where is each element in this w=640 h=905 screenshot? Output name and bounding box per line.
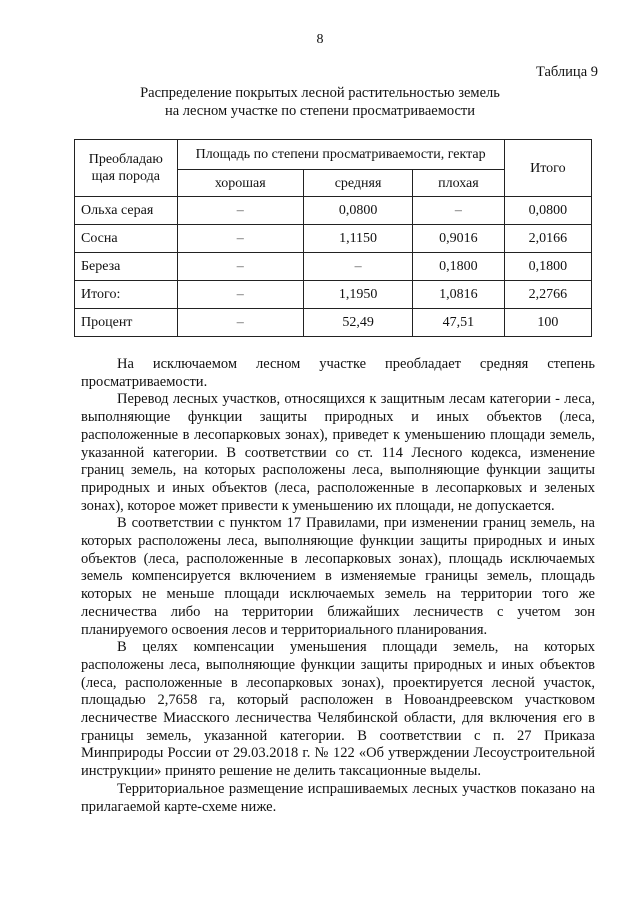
header-species-line-2: щая порода xyxy=(91,169,160,184)
cell-poor: – xyxy=(413,197,505,225)
cell-medium: 1,1950 xyxy=(304,281,413,309)
cell-medium: 1,1150 xyxy=(304,225,413,253)
cell-total: 100 xyxy=(504,309,591,337)
cell-good: – xyxy=(177,253,304,281)
cell-total: 2,0166 xyxy=(504,225,591,253)
cell-medium: 0,0800 xyxy=(304,197,413,225)
table-row xyxy=(75,281,592,309)
row-name: Сосна xyxy=(75,225,178,253)
header-species-line-1: Преобладаю xyxy=(88,152,163,167)
header-species xyxy=(75,140,178,197)
paragraph: В соответствии с пунктом 17 Правилами, при изменении границ земель, на которых расположены леса, выполняющие функции защиты природных и иных объектов (леса, расположенные в лесопарковых зонах), площадь исключаемых земель компенсируется включением в изменяемые границы земель, площадь которых не меньше площади исключаемых земель на территории того же лесничества либо на территории ближайших лесничеств с учетом зон планируемого освоения лесов и территориального планирования. xyxy=(81,515,595,638)
cell-medium: 52,49 xyxy=(304,309,413,337)
header-total: Итого xyxy=(504,140,591,197)
cell-poor: 1,0816 xyxy=(413,281,505,309)
caption-line-2: на лесном участке по степени просматриваемости xyxy=(164,103,476,119)
cell-poor: 47,51 xyxy=(413,309,505,337)
paragraph: На исключаемом лесном участке преобладает средняя степень просматриваемости. xyxy=(81,356,595,390)
table-row xyxy=(75,309,592,337)
table-row xyxy=(75,253,592,281)
cell-good: – xyxy=(177,309,304,337)
cell-total: 0,1800 xyxy=(504,253,591,281)
cell-good: – xyxy=(177,281,304,309)
caption-line-1: Распределение покрытых лесной растительностью земель xyxy=(140,85,500,101)
table-row xyxy=(75,197,592,225)
table-row xyxy=(75,225,592,253)
page-number: 8 xyxy=(316,32,324,47)
cell-good: – xyxy=(177,197,304,225)
cell-total: 0,0800 xyxy=(504,197,591,225)
paragraph: Перевод лесных участков, относящихся к защитным лесам категории - леса, выполняющие функции защиты природных и иных объектов (леса, расположенные в лесопарковых зонах), приведет к уменьшению площади земель, указанной категории. В соответствии со ст. 114 Лесного кодекса, изменение границ земель, на которых расположены леса, выполняющие функции защиты природных и иных объектов (леса, расположенные в лесопарковых и зеленых зонах), которое может привести к уменьшению их площади, не допускается. xyxy=(81,391,595,514)
header-area: Площадь по степени просматриваемости, гектар xyxy=(177,140,504,170)
table-label: Таблица 9 xyxy=(535,64,598,80)
body-text xyxy=(81,356,595,816)
paragraph: Территориальное размещение испрашиваемых лесных участков показано на прилагаемой карте-схеме ниже. xyxy=(81,780,595,815)
cell-medium: – xyxy=(304,253,413,281)
subheader-poor: плохая xyxy=(413,170,505,197)
row-name: Ольха серая xyxy=(75,197,178,225)
cell-poor: 0,9016 xyxy=(413,225,505,253)
subheader-good: хорошая xyxy=(177,170,304,197)
table-caption xyxy=(0,84,640,120)
row-name: Итого: xyxy=(75,281,178,309)
visibility-distribution-table xyxy=(74,139,592,337)
row-name: Процент xyxy=(75,309,178,337)
cell-total: 2,2766 xyxy=(504,281,591,309)
row-name: Береза xyxy=(75,253,178,281)
cell-poor: 0,1800 xyxy=(413,253,505,281)
paragraph: В целях компенсации уменьшения площади земель, на которых расположены леса, выполняющие функции защиты природных и иных объектов (леса, расположенные в лесопарковых зонах), проектируется лесной участок, площадью 2,7658 га, который расположен в Новоандреевском участковом лесничестве Миасского лесничества Челябинской области, для включения его в границы земель, указанной категории. В соответствии с п. 27 Приказа Минприроды России от 29.03.2018 г. № 122 «Об утверждении Лесоустроительной инструкции» принято решение не делить таксационные выделы. xyxy=(81,639,595,780)
subheader-medium: средняя xyxy=(304,170,413,197)
cell-good: – xyxy=(177,225,304,253)
